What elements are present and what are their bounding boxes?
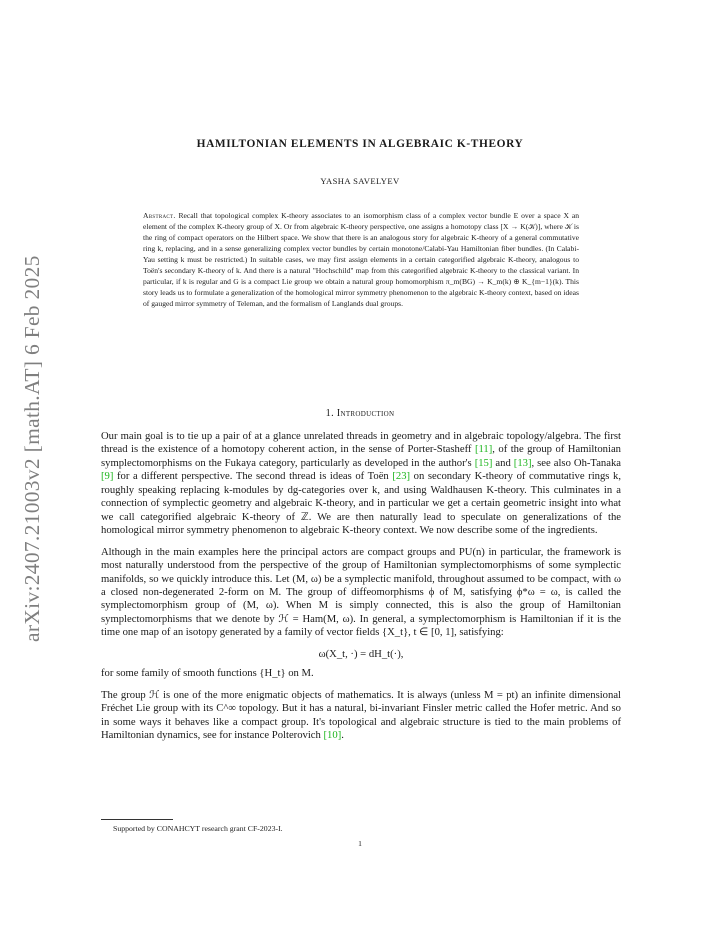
section-number: 1. bbox=[325, 408, 334, 419]
abstract-lead: Abstract. bbox=[143, 211, 176, 220]
abstract-text: Recall that topological complex K-theory associates to an isomorphism class of a complex vector bundle E over a space X an element of the complex K-theory group of X. Or from algebraic K-theory perspective, one assigns a homotopy class [X → K(𝒦)], where 𝒦 is the ring of compact operators on the Hilbert space. We show that there is an analogous story for algebraic K-theory of a general commutative ring k, replacing, and in a sense generalizing complex vector bundles by certain monotone/Calabi-Yau Hamiltonian fiber bundles. (In Calabi-Yau setting k must be restricted.) In suitable cases, we may first assign elements in a certain categorified algebraic K-theory, analogous to Toën's secondary K-theory of k. And there is a natural "Hochschild" map from this categorified algebraic K-theory to the classical variant. In particular, if k is regular and G is a compact Lie group we obtain a natural group homomorphism π_m(BG) → K_m(k) ⊕ K_{m−1}(k). This story leads us to formulate a generalization of the homological mirror symmetry phenomenon to the algebraic K-theory context, based on ideas of gauged mirror symmetry of Teleman, and the formalism of Langlands dual groups. bbox=[143, 211, 579, 308]
paragraph-1 bbox=[101, 430, 621, 538]
section-title: Introduction bbox=[336, 408, 395, 419]
section-heading bbox=[0, 408, 720, 419]
citation-link[interactable]: [13] bbox=[513, 457, 532, 469]
text-run: and bbox=[492, 457, 514, 469]
citation-link[interactable]: [15] bbox=[474, 457, 493, 469]
arxiv-stamp: arXiv:2407.21003v2 [math.AT] 6 Feb 2025 bbox=[20, 255, 44, 642]
equation: ω(X_t, ·) = dH_t(·), bbox=[318, 648, 404, 660]
footnote: Supported by CONAHCYT research grant CF-2023-I. bbox=[113, 824, 283, 833]
citation-link[interactable]: [23] bbox=[392, 471, 411, 483]
paragraph-2: Although in the main examples here the principal actors are compact groups and PU(n) in particular, the framework is most naturally understood from the perspective of the group of Hamiltonian symplectomorphisms of some symplectic manifolds, so we quickly introduce this. Let (M, ω) be a symplectic manifold, throughout assumed to be compact, with ω a closed non-degenerated 2-form on M. The group of diffeomorphisms ϕ of M, satisfying ϕ*ω = ω, is called the symplectomorphism group of (M, ω). When M is simply connected, this is also the group of Hamiltonian symplectomorphisms that we denote by ℋ = Ham(M, ω). In general, a symplectomorphism is Hamiltonian if it is the time one map of an isotopy generated by a family of vector fields {X_t}, t ∈ [0, 1], satisfying: bbox=[101, 546, 621, 639]
author-name: YASHA SAVELYEV bbox=[320, 176, 400, 186]
page-number: 1 bbox=[358, 839, 362, 848]
citation-link[interactable]: [10] bbox=[323, 730, 342, 742]
text-run: , of the group of Hamiltonian symplectomorphisms on the Fukaya category, particularly as developed in the author's bbox=[101, 444, 621, 469]
citation-link[interactable]: [11] bbox=[474, 444, 493, 456]
text-run: , see also Oh-Tanaka bbox=[531, 457, 621, 469]
text-run: The group ℋ is one of the more enigmatic objects of mathematics. It is always (unless M = pt) an infinite dimensional Fréchet Lie group with its C^∞ topology. But it has a natural, bi-invariant Finsler metric called the Hofer metric. And so in some ways it behaves like a compact group. It's topological and algebraic structure is tied to the main problems of Hamiltonian dynamics, see for instance Polterovich bbox=[101, 689, 621, 742]
text-run: Our main goal is to tie up a pair of at a glance unrelated threads in geometry and in algebraic topology/algebra. The first thread is the existence of a homotopy coherent action, in the sense of Porter-Stasheff bbox=[101, 431, 621, 456]
text-run: on secondary K-theory of commutative rings k, roughly speaking replacing k-modules by dg-categories over k, and using Waldhausen K-theory. This culminates in a connection of symplectic geometry and algebraic K-theory, and in particular we get a certain geometric insight into what we call categorified algebraic K-theory of ℤ. We are then naturally lead to speculate on generalizations of the homological mirror symmetry phenomenon to algebraic K-theory context. We now describe some of the ingredients. bbox=[101, 471, 621, 537]
citation-link[interactable]: [9] bbox=[101, 471, 114, 483]
paragraph-3: for some family of smooth functions {H_t} on M. bbox=[101, 668, 314, 680]
footnote-rule bbox=[101, 819, 173, 820]
paragraph-4 bbox=[101, 689, 621, 743]
text-run: for a different perspective. The second thread is ideas of Toën bbox=[113, 471, 393, 483]
text-run: . bbox=[341, 730, 344, 742]
abstract bbox=[143, 211, 579, 310]
paper-title: HAMILTONIAN ELEMENTS IN ALGEBRAIC K-THEORY bbox=[196, 138, 524, 150]
body-text bbox=[101, 430, 621, 751]
